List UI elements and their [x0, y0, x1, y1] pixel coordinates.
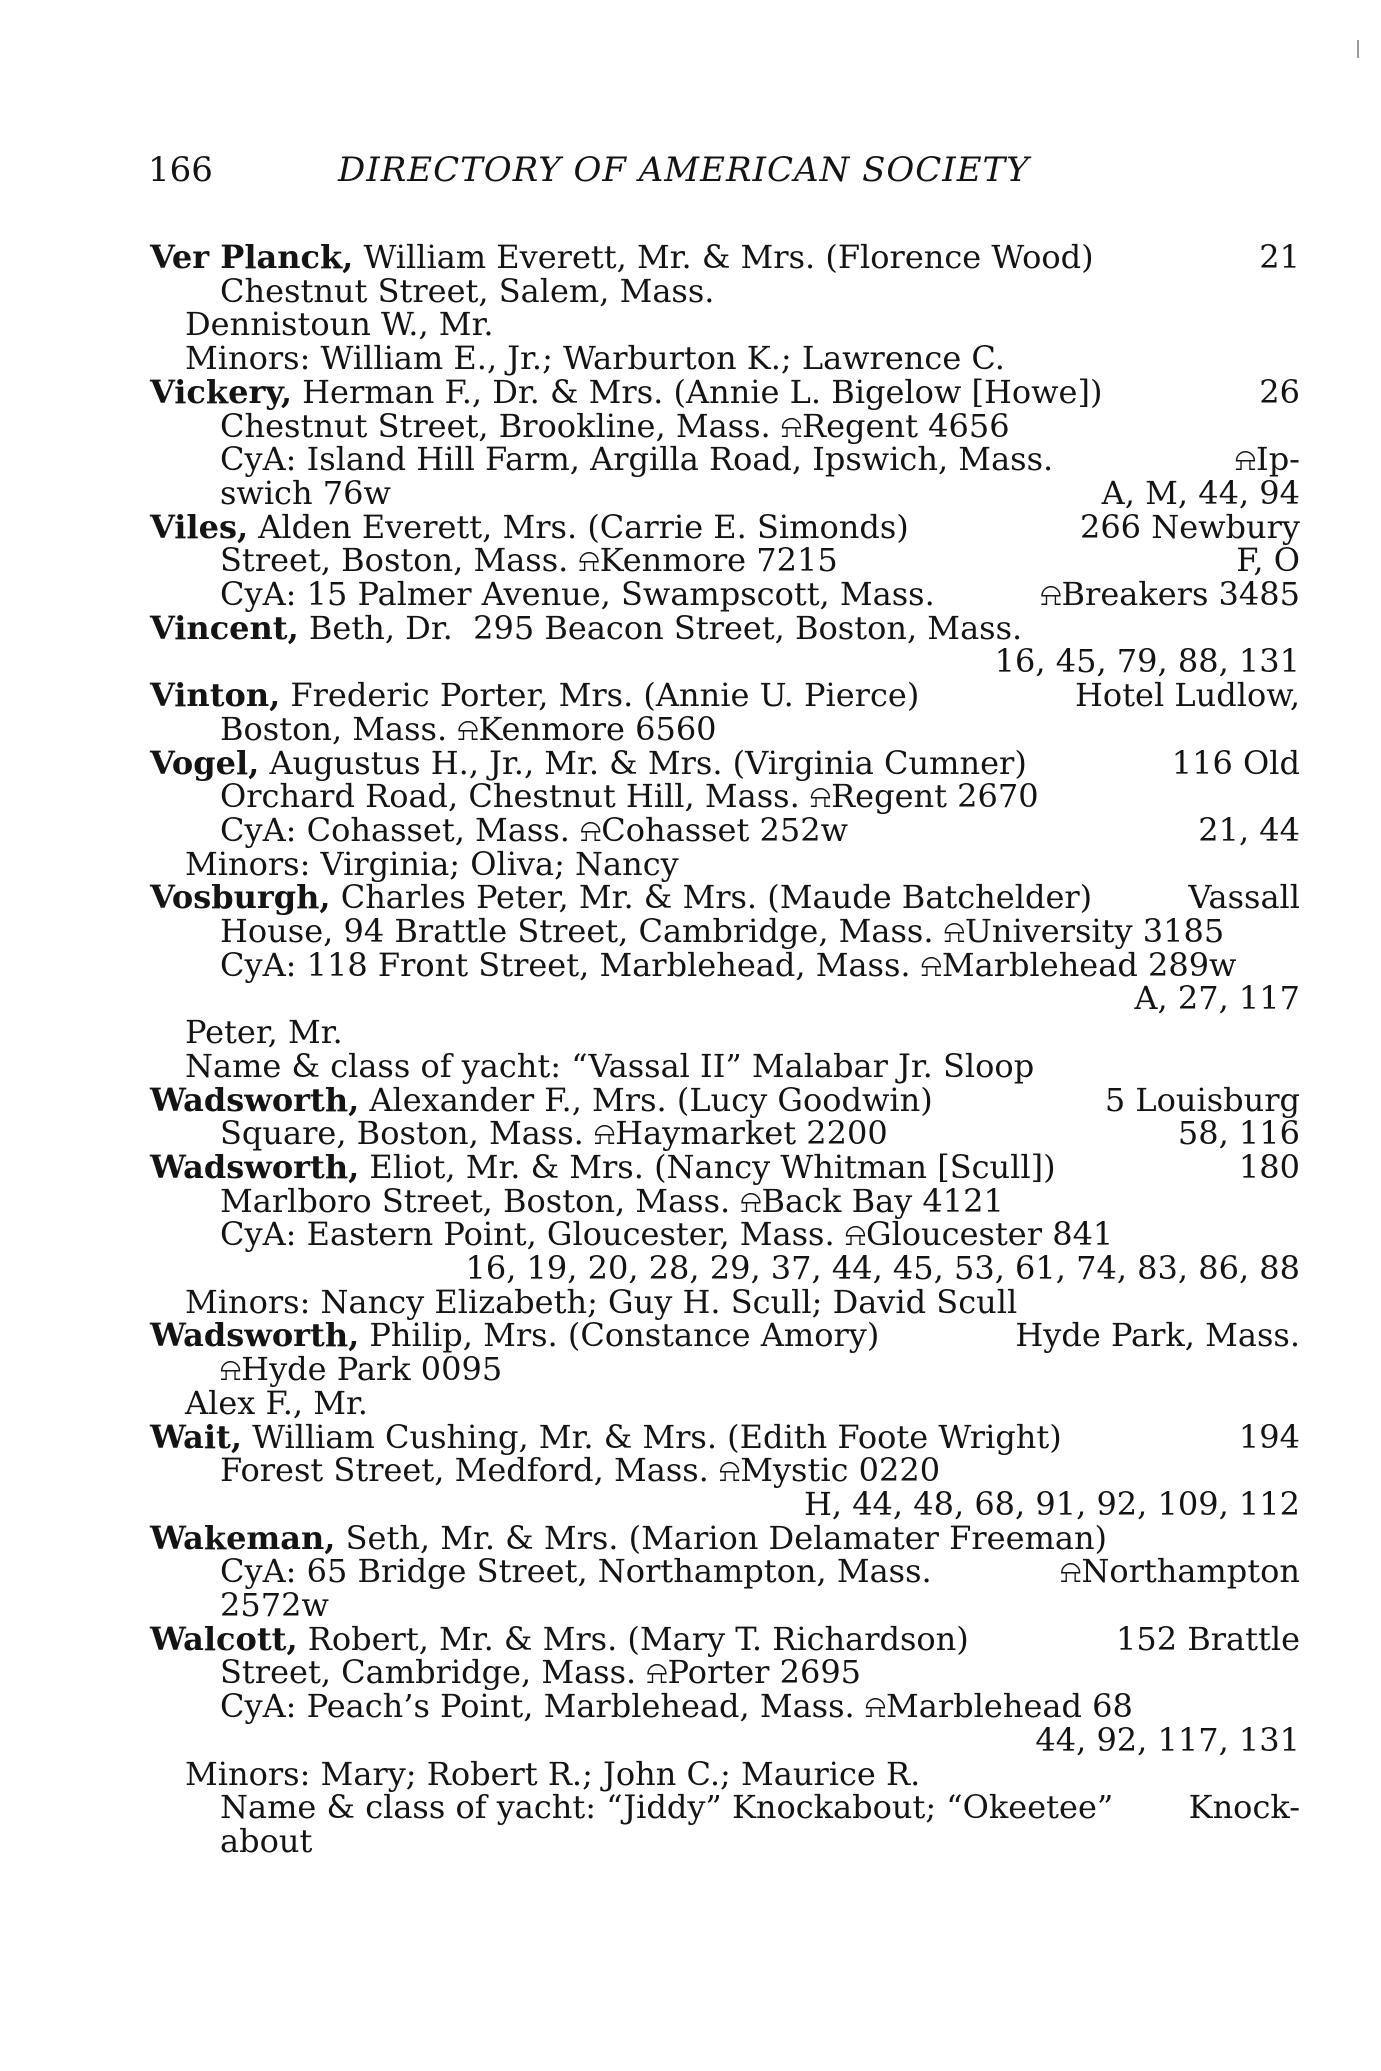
entry-text: Wait, William Cushing, Mr. & Mrs. (Edith Foote Wright) — [150, 1417, 1062, 1456]
entry-text: 44, 92, 117, 131 — [1035, 1720, 1300, 1759]
entry-line — [220, 1181, 1370, 1220]
entry-text: Name & class of yacht: “Jiddy” Knockabout; “Okeetee” — [220, 1788, 1114, 1827]
entry-right-text: 5 Louisburg — [1104, 1080, 1300, 1119]
entry-text: Minors: Mary; Robert R.; John C.; Maurice R. — [185, 1754, 921, 1793]
entry-line — [220, 914, 1370, 948]
entry-text: swich 76w — [220, 473, 391, 512]
entry-text: Wadsworth, Eliot, Mr. & Mrs. (Nancy Whitman [Scull]) — [150, 1147, 1056, 1186]
surname: Wait, — [150, 1417, 242, 1456]
entry-text: Chestnut Street, Brookline, Mass. ⍾Regent 4656 — [220, 406, 1010, 445]
entry-text: Ver Planck, William Everett, Mr. & Mrs. (Florence Wood) — [150, 238, 1094, 276]
entry-line — [150, 979, 1300, 1018]
entry-line — [150, 743, 1300, 782]
entry-line — [150, 372, 1300, 411]
entry-text: CyA: Eastern Point, Gloucester, Mass. ⍾Gloucester 841 — [220, 1215, 1114, 1254]
entry-line — [150, 1417, 1300, 1456]
entry-text: Vosburgh, Charles Peter, Mr. & Mrs. (Maude Batchelder) — [150, 878, 1093, 917]
entry-text: Minors: Nancy Elizabeth; Guy H. Scull; David Scull — [185, 1282, 1018, 1321]
entry-line — [220, 406, 1370, 445]
surname: Wadsworth, — [150, 1316, 360, 1355]
entry-line — [220, 271, 1370, 310]
entry-right-text: 21 — [1259, 238, 1300, 276]
entry-text: Wakeman, Seth, Mr. & Mrs. (Marion Delamater Freeman) — [150, 1518, 1108, 1557]
surname: Walcott, — [150, 1619, 298, 1658]
entry-text: Minors: Virginia; Oliva; Nancy — [185, 844, 679, 883]
entry-line — [220, 945, 1370, 984]
entry-right-text: 116 Old — [1171, 743, 1300, 782]
entry-right-text: F, O — [1236, 541, 1300, 580]
entry-right-text: Hyde Park, Mass. — [1015, 1316, 1300, 1355]
entry-line — [220, 1215, 1370, 1254]
entry-line — [220, 1788, 1300, 1827]
entry-line — [150, 507, 1300, 546]
entry-right-text: A, M, 44, 94 — [1101, 473, 1300, 512]
entry-text: Marlboro Street, Boston, Mass. ⍾Back Bay 4121 — [220, 1181, 1004, 1220]
entry-line — [220, 1451, 1370, 1490]
surname: Viles, — [150, 507, 249, 546]
entry-text: Minors: William E., Jr.; Warburton K.; Lawrence C. — [185, 339, 1005, 378]
entry-line — [220, 1821, 1370, 1860]
entry-line — [150, 1518, 1300, 1557]
entry-line — [150, 1251, 1300, 1285]
entry-text: Peter, Mr. — [185, 1013, 343, 1052]
entry-text: Dennistoun W., Mr. — [185, 305, 494, 344]
entry-line — [220, 1350, 1370, 1389]
entry-text: A, 27, 117 — [1134, 979, 1300, 1018]
entry-line — [185, 1046, 1335, 1085]
surname: Vinton, — [150, 676, 281, 715]
entry-line — [185, 844, 1335, 883]
entry-text: CyA: Island Hill Farm, Argilla Road, Ipswich, Mass. — [220, 440, 1054, 479]
entry-text: House, 94 Brattle Street, Cambridge, Mass. ⍾University 3185 — [220, 912, 1225, 950]
entry-text: Wadsworth, Alexander F., Mrs. (Lucy Goodwin) — [150, 1080, 933, 1119]
entry-right-text: 58, 116 — [1177, 1114, 1300, 1153]
entry-line — [150, 878, 1300, 917]
entry-text: Name & class of yacht: “Vassal II” Malabar Jr. Sloop — [185, 1046, 1035, 1085]
entry-line — [150, 1147, 1300, 1186]
surname: Ver Planck, — [150, 238, 354, 276]
entry-line — [220, 473, 1300, 512]
entry-text: CyA: Cohasset, Mass. ⍾Cohasset 252w — [220, 810, 848, 849]
entry-right-text: 21, 44 — [1198, 810, 1300, 849]
entry-text: 2572w — [220, 1586, 329, 1624]
entry-right-text: Hotel Ludlow, — [1075, 676, 1300, 715]
entry-text: H, 44, 48, 68, 91, 92, 109, 112 — [803, 1484, 1300, 1523]
entry-text: 16, 19, 20, 28, 29, 37, 44, 45, 53, 61, 74, 83, 86, 88 — [465, 1249, 1300, 1287]
entry-text: Street, Boston, Mass. ⍾Kenmore 7215 — [220, 541, 838, 580]
entry-text: CyA: 65 Bridge Street, Northampton, Mass. — [220, 1552, 932, 1591]
entry-line — [185, 1282, 1335, 1321]
entry-text: CyA: Peach’s Point, Marblehead, Mass. ⍾Marblehead 68 — [220, 1687, 1133, 1726]
entry-line — [220, 1588, 1370, 1622]
entry-right-text: ⍾Northampton — [1060, 1552, 1300, 1591]
entry-text: Forest Street, Medford, Mass. ⍾Mystic 0220 — [220, 1451, 941, 1490]
surname: Wakeman, — [150, 1518, 336, 1557]
entry-text: Vinton, Frederic Porter, Mrs. (Annie U. Pierce) — [150, 676, 920, 715]
entry-text: Street, Cambridge, Mass. ⍾Porter 2695 — [220, 1653, 862, 1692]
surname: Vogel, — [150, 743, 260, 782]
scan-mark — [1357, 40, 1359, 58]
entry-line — [150, 1619, 1300, 1658]
entry-line — [220, 709, 1370, 748]
entry-right-text: ⍾Breakers 3485 — [1040, 575, 1300, 613]
entry-line — [150, 1316, 1300, 1355]
entry-text: Boston, Mass. ⍾Kenmore 6560 — [220, 709, 717, 748]
entry-line — [150, 1080, 1300, 1119]
entry-text: Walcott, Robert, Mr. & Mrs. (Mary T. Richardson) — [150, 1619, 969, 1658]
page-number: 166 — [148, 150, 213, 190]
entry-right-text: 26 — [1259, 372, 1300, 411]
entry-line — [150, 642, 1300, 681]
entry-right-text: 152 Brattle — [1115, 1619, 1300, 1658]
surname: Vincent, — [150, 608, 299, 647]
entry-right-text: 194 — [1238, 1417, 1300, 1456]
surname: Vickery, — [150, 372, 292, 411]
entry-text: Vincent, Beth, Dr. 295 Beacon Street, Boston, Mass. — [150, 608, 1023, 647]
entry-line — [220, 1653, 1370, 1692]
entry-right-text: Knock- — [1188, 1788, 1300, 1827]
page-title: DIRECTORY OF AMERICAN SOCIETY — [338, 150, 1030, 190]
entry-text: Viles, Alden Everett, Mrs. (Carrie E. Simonds) — [150, 507, 909, 546]
entry-text: 16, 45, 79, 88, 131 — [994, 642, 1300, 681]
entry-line — [150, 676, 1300, 715]
entry-line — [220, 1114, 1300, 1153]
entry-line — [220, 440, 1300, 479]
entry-text: CyA: 15 Palmer Avenue, Swampscott, Mass. — [220, 575, 935, 613]
entry-right-text: ⍾Ip- — [1234, 440, 1300, 479]
entry-line — [220, 1687, 1370, 1726]
entry-line — [185, 1013, 1335, 1052]
surname: Vosburgh, — [150, 878, 331, 917]
entry-line — [185, 305, 1335, 344]
entry-text: Orchard Road, Chestnut Hill, Mass. ⍾Regent 2670 — [220, 777, 1039, 816]
entry-text: Chestnut Street, Salem, Mass. — [220, 271, 715, 310]
entry-line — [150, 240, 1300, 274]
page-header — [148, 150, 1298, 194]
entry-text: CyA: 118 Front Street, Marblehead, Mass. ⍾Marblehead 289w — [220, 945, 1237, 984]
entry-line — [185, 339, 1335, 378]
entry-right-text: 180 — [1238, 1147, 1300, 1186]
entry-text: Wadsworth, Philip, Mrs. (Constance Amory) — [150, 1316, 880, 1355]
entry-text: Vickery, Herman F., Dr. & Mrs. (Annie L. Bigelow [Howe]) — [150, 372, 1103, 411]
entry-line — [185, 1754, 1335, 1793]
entry-line — [220, 777, 1370, 816]
surname: Wadsworth, — [150, 1080, 360, 1119]
entry-line — [150, 1484, 1300, 1523]
entry-line — [150, 1720, 1300, 1759]
entry-right-text: 266 Newbury — [1079, 507, 1300, 546]
entry-right-text: Vassall — [1188, 878, 1300, 917]
entry-line — [220, 810, 1300, 849]
entry-line — [150, 608, 1300, 647]
entry-text: ⍾Hyde Park 0095 — [220, 1350, 503, 1389]
surname: Wadsworth, — [150, 1147, 360, 1186]
entry-line — [220, 577, 1300, 611]
entry-text: Vogel, Augustus H., Jr., Mr. & Mrs. (Virginia Cumner) — [150, 743, 1027, 782]
entry-text: Alex F., Mr. — [185, 1383, 368, 1422]
entry-text: about — [220, 1821, 313, 1860]
entry-line — [220, 541, 1300, 580]
entry-line — [220, 1552, 1300, 1591]
entry-text: Square, Boston, Mass. ⍾Haymarket 2200 — [220, 1114, 888, 1153]
entry-line — [185, 1383, 1335, 1422]
